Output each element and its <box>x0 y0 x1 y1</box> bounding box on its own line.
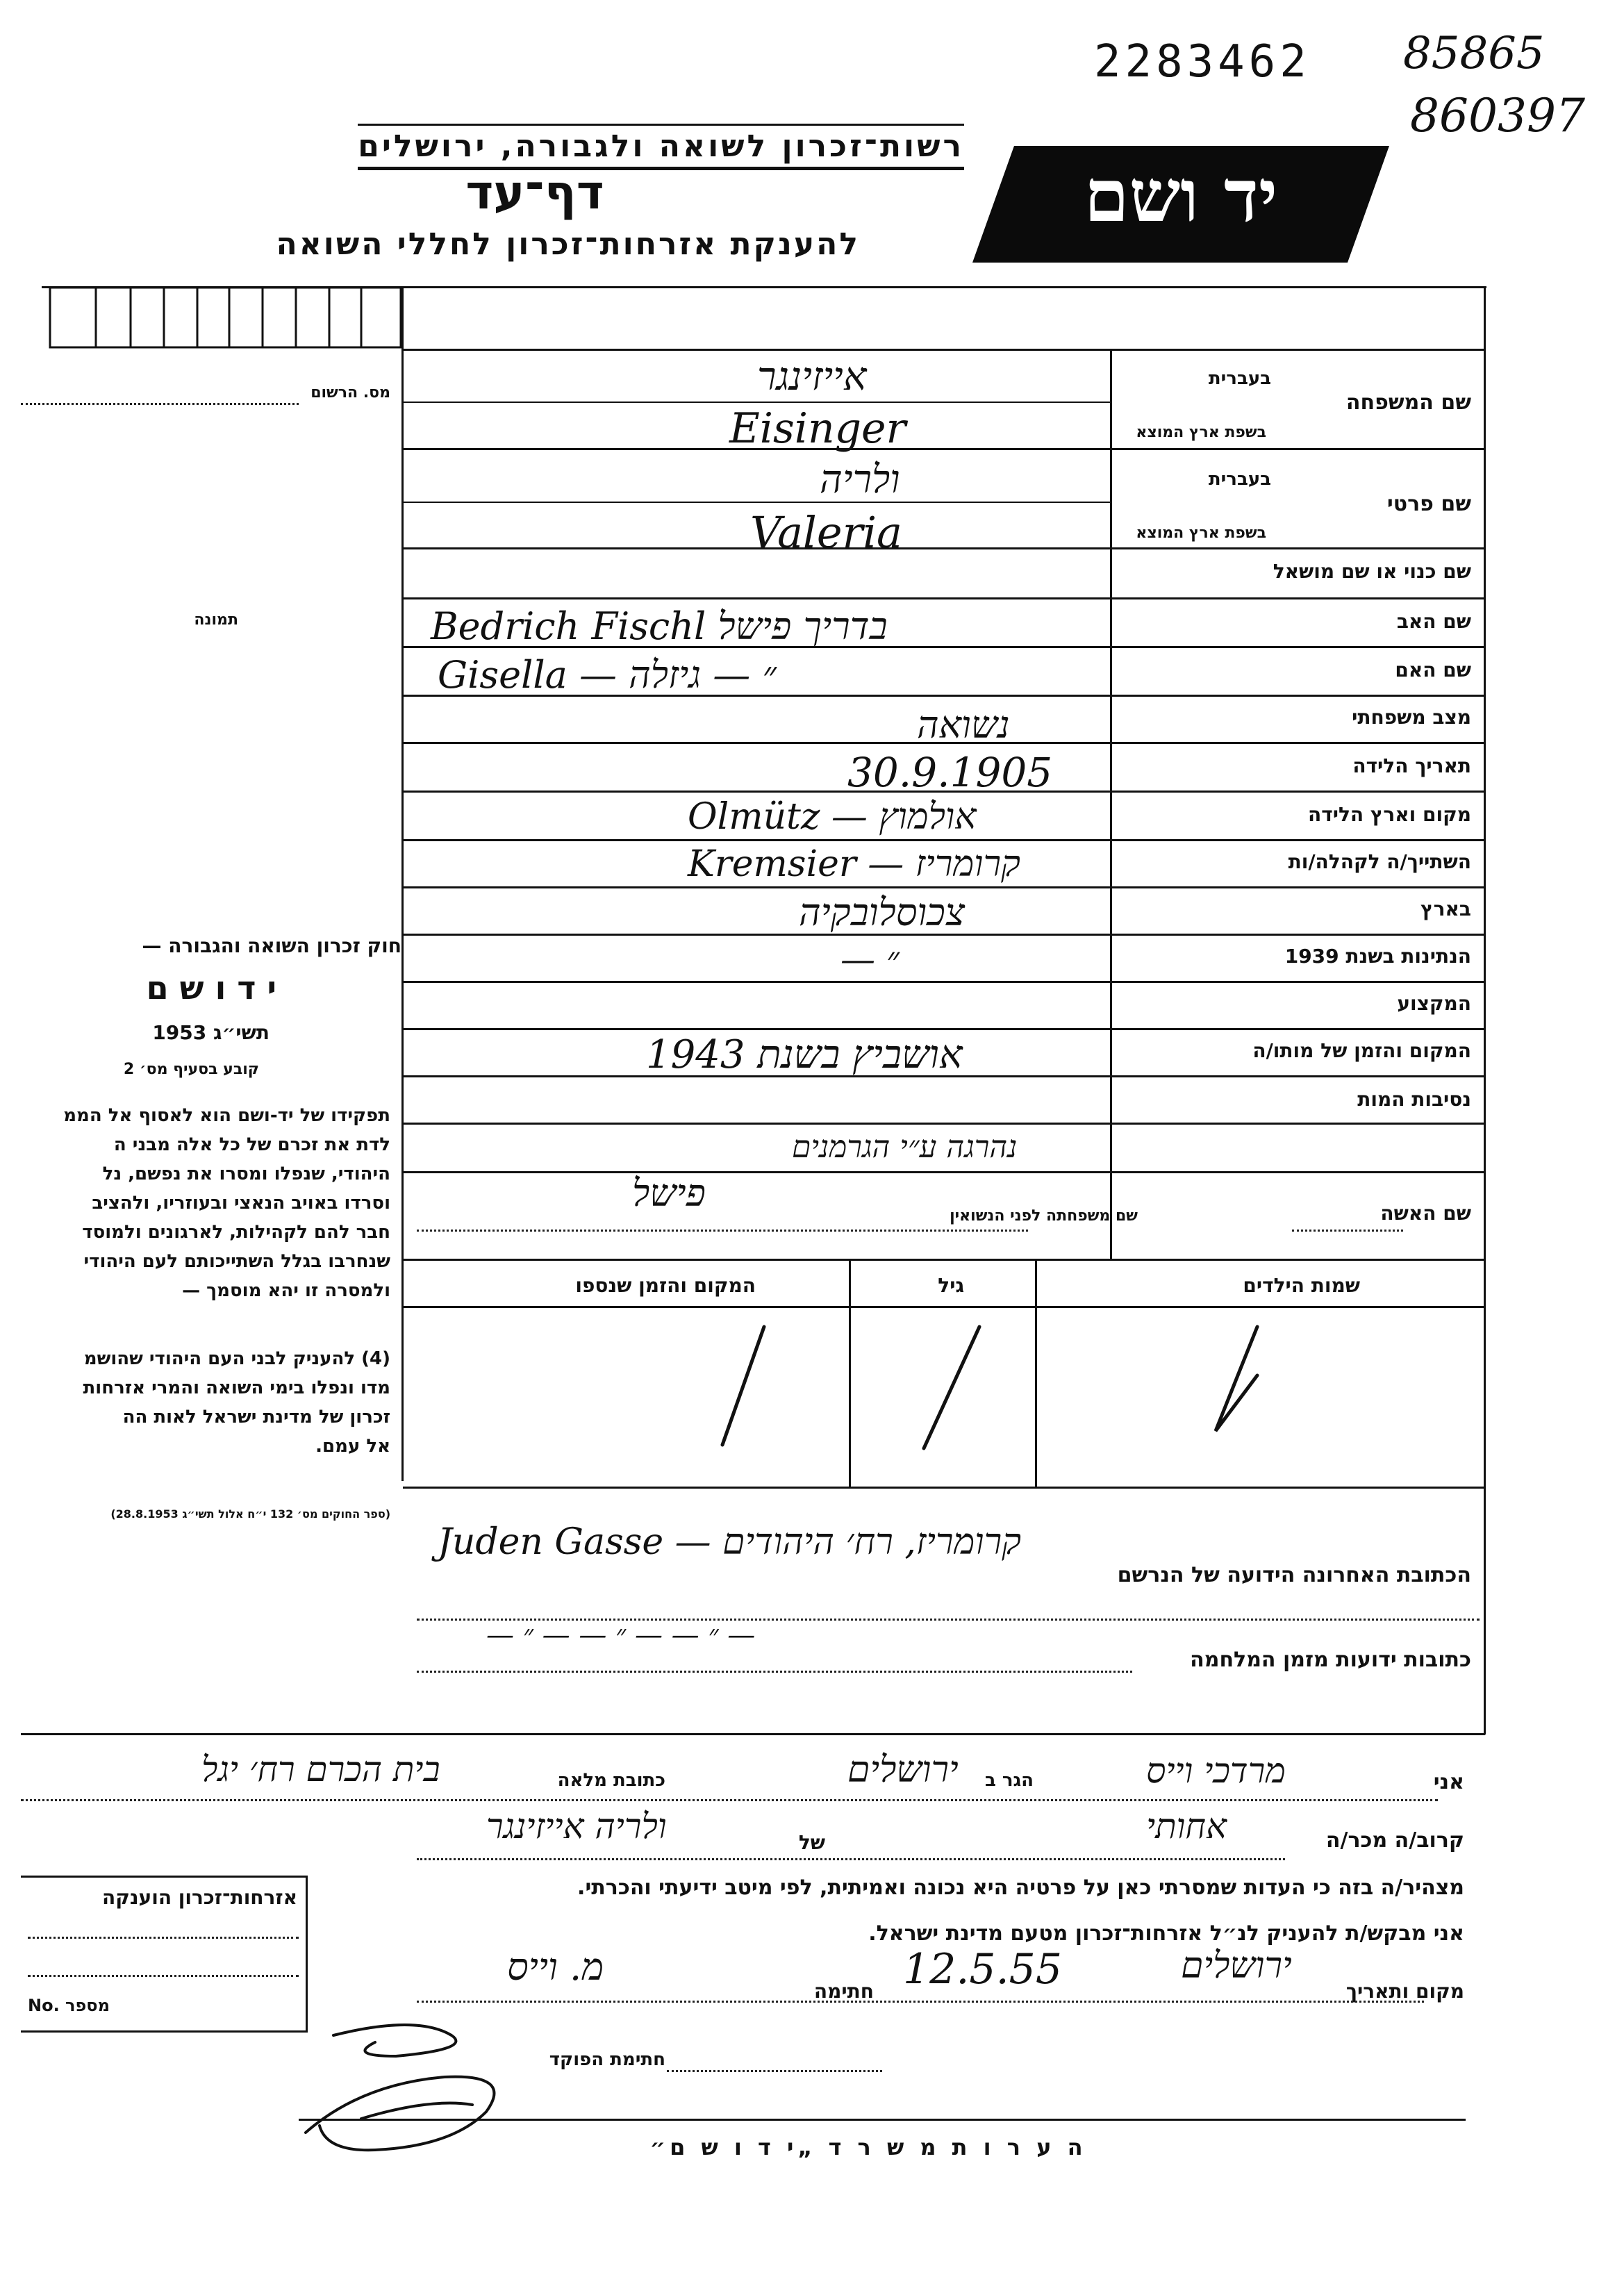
authority-title: רשות־זכרון לשואה ולגבורה, ירושלים <box>358 124 964 170</box>
label-birth-place: מקום וארץ הלידה <box>1308 803 1471 826</box>
of-name-value: ולריה אייזינגר <box>486 1806 667 1846</box>
request-text: אני מבקש/ת להעניק לנ״ל אזרחות־זכרון מטעם מדינת ישראל. <box>868 1921 1464 1946</box>
handwritten-number-2: 860397 <box>1410 89 1585 142</box>
law-year: תשי״ג 1953 <box>152 1021 270 1044</box>
label-nickname: שם כנוי או שם מושאל <box>1273 560 1471 583</box>
label-signature: חתימה <box>813 1980 874 2003</box>
label-hebrew-2: בעברית <box>1208 469 1271 490</box>
photo-label: תמונה <box>194 611 238 629</box>
label-full-address: כתובת מלאה <box>557 1770 665 1791</box>
stamp-number: 2283462 <box>1094 36 1311 88</box>
label-death-circumstances: נסיבות המות <box>1357 1088 1471 1111</box>
label-profession: המקצוע <box>1397 992 1471 1015</box>
signature-value: מ. וייס <box>507 1945 604 1989</box>
label-origin-lang-1: בשפת ארץ המוצא <box>1136 424 1266 441</box>
label-wartime-addresses: כתובות ידועות מזמן המלחמה <box>1190 1648 1471 1672</box>
law-title: חוק זכרון השואה והגבורה — <box>142 934 401 957</box>
value-family-name-origin: Eisinger <box>729 404 906 453</box>
statement-text: מצהיר/ה בזה כי העדות שמסרתי כאן על פרטיה היא נכונה ואמיתית, לפי מיטב ידיעתי והכרתי. <box>577 1876 1464 1900</box>
value-last-address: Juden Gasse — קרומריז, רח׳ היהודים <box>438 1521 1022 1563</box>
label-wife-name: שם האשה <box>1380 1202 1471 1225</box>
label-living-in: הגר ב <box>984 1770 1034 1791</box>
law-section: קובע בסעיף מס׳ 2 <box>123 1061 259 1078</box>
form-subtitle: להענקת אזרחות־זכרון לחללי השואה <box>276 226 860 262</box>
label-family-name: שם המשפחה <box>1345 390 1471 415</box>
children-strike-marks <box>403 1306 1486 1487</box>
footer-notes: ה ע ר ו ת מ ש ר ד „י ד ו ש ם״ <box>649 2134 1087 2160</box>
value-death-circumstances: נהרגה ע״י הגרמנים <box>792 1129 1018 1165</box>
value-wartime-addresses: — ״ — — ״ — — ״ — <box>486 1619 756 1651</box>
label-hebrew-1: בעברית <box>1208 368 1271 389</box>
value-residence-1939: — ״ <box>840 939 900 979</box>
label-place-date: מקום ותאריך <box>1345 1980 1464 2003</box>
value-family-name-hebrew: אייזינגר <box>757 354 867 399</box>
label-last-address: הכתובת האחרונה הידועה של הנרשם <box>1117 1563 1471 1587</box>
value-first-name-origin: Valeria <box>750 507 902 558</box>
law-name: י ד ו ש ם <box>146 969 276 1007</box>
label-father: שם האב <box>1396 610 1471 633</box>
label-relative: קרוב/ה מכר/ה <box>1325 1828 1464 1853</box>
label-community: השתייך/ה לקהלה/ות <box>1288 850 1471 873</box>
value-death-place-time: אושביץ בשנת 1943 <box>646 1032 963 1077</box>
label-of: של <box>798 1831 825 1854</box>
label-origin-lang-2: בשפת ארץ המוצא <box>1136 524 1266 542</box>
label-first-name: שם פרטי <box>1386 492 1471 516</box>
reg-no-label: מס. הרשום <box>310 384 390 402</box>
place-value: ירושלים <box>1181 1945 1292 1987</box>
relation-value: אחותי <box>1146 1806 1227 1846</box>
value-birth-place: Olmütz — אולמוץ <box>688 796 977 838</box>
registration-boxes <box>42 286 403 349</box>
label-children-names: שמות הילדים <box>1243 1274 1360 1297</box>
declarant-address: בית הכרם רח׳ יגל <box>201 1749 440 1789</box>
date-value: 12.5.55 <box>903 1945 1063 1994</box>
value-mother: Gisella — ״ — גיזלה <box>438 653 777 697</box>
value-community: Kremsier — קרומריז <box>688 843 1020 885</box>
label-country: בארץ <box>1420 897 1471 920</box>
label-birth-date: תאריך הלידה <box>1352 754 1471 777</box>
officer-signature-scribble <box>292 2008 556 2160</box>
label-residence-1939: הנתינות בשנת 1939 <box>1284 945 1471 968</box>
yad-vashem-logo: יד ושם <box>972 146 1389 263</box>
label-marital: מצב משפחתי <box>1352 706 1471 729</box>
label-officer-signature: חתימת הפוקד <box>549 2049 665 2070</box>
handwritten-number-1: 85865 <box>1403 28 1545 79</box>
value-wife-maiden: פישל <box>632 1171 706 1215</box>
form-title: דף־עד <box>465 165 604 220</box>
declarant-city: ירושלים <box>847 1749 959 1791</box>
declarant-name: מרדכי וייס <box>1146 1751 1286 1791</box>
value-first-name-hebrew: ולריה <box>820 457 900 502</box>
law-reference: (ספר החוקים מס׳ 132 י״ח אלול תשי״ג 28.8.1953) <box>110 1507 390 1521</box>
law-paragraph-2: (4) להעניק לבני העם היהודי שהושמ מדו ונפלו בימי השואה והמרי אזרחות זכרון של מדינת ישראל לאות הה אל עמם. <box>83 1348 390 1457</box>
value-birth-date: 30.9.1905 <box>847 749 1053 796</box>
value-father: Bedrich Fischl בדריך פישל <box>431 604 888 648</box>
label-i: אני <box>1433 1770 1464 1794</box>
label-age: גיל <box>938 1274 964 1297</box>
value-country: צכוסלובקיה <box>799 891 966 934</box>
label-maiden-name: שם משפחתה לפני הנשואין <box>950 1207 1138 1225</box>
label-death-place-time: המקום והזמן של מותו/ה <box>1252 1039 1471 1062</box>
label-place-time-died: המקום והזמן שנספו <box>575 1274 756 1297</box>
citizenship-box: אזרחות־זכרון הוענקה No. מספר <box>21 1876 308 2033</box>
label-mother: שם האם <box>1395 659 1471 681</box>
number-label: No. מספר <box>28 1996 110 2015</box>
value-marital: נשואה <box>917 703 1010 747</box>
law-paragraph-1: תפקידו של יד-ושם הוא לאסוף אל הממ לדת את זכרם של כל אלה מבני ה היהודי, שנפלו ומסרו את נפשם, נל וסרדו באויב הנאצי ובעוזריו, ולהציב חבר להם לקהילות, לארגונים ולמוסד שנחרבו בגלל השתייכותם לעם היהודי ולמסרה זו יהא מוסמך — <box>63 1105 390 1301</box>
